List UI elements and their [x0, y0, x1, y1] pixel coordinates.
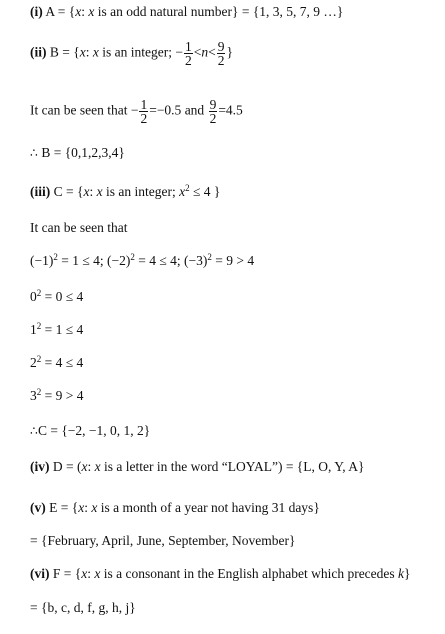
colon: :	[85, 44, 90, 60]
variable: x	[94, 566, 101, 581]
set-description: is a month of a year not having 31 days}	[100, 500, 320, 515]
minus-sign: −	[130, 102, 139, 118]
colon: :	[84, 500, 88, 515]
less-than: <	[208, 44, 216, 60]
fraction	[139, 98, 148, 125]
part-label: (iv)	[30, 459, 50, 474]
variable: x	[79, 44, 86, 60]
base: 0	[30, 289, 37, 304]
line-square-3	[30, 388, 83, 404]
fraction-denominator: 2	[209, 111, 217, 126]
expr: (−1)	[30, 253, 54, 268]
result-text: = {February, April, June, September, November}	[30, 533, 296, 548]
exponent: 2	[36, 387, 42, 397]
closing-brace: }	[226, 44, 233, 60]
set-lhs: F = {	[52, 566, 82, 581]
inequality: ≤ 4 }	[192, 184, 221, 199]
variable: x	[81, 459, 88, 474]
part-label: (iii)	[30, 184, 51, 199]
fraction-denominator: 2	[140, 111, 148, 126]
set-description: is an odd natural number} = {1, 3, 5, 7, 9 …}	[97, 4, 344, 19]
colon: :	[87, 459, 92, 474]
part-label: (ii)	[30, 44, 47, 60]
line-part-iii	[30, 184, 220, 200]
equation: =4.5	[218, 102, 243, 118]
line-square-1	[30, 322, 83, 338]
expr: = 4 ≤ 4	[41, 355, 84, 370]
line-part-vi	[30, 566, 411, 582]
expr: = 9 > 4	[41, 388, 84, 403]
line-result-c	[30, 423, 150, 439]
line-square-2	[30, 355, 83, 371]
exponent: 2	[207, 252, 212, 262]
lead-text: It can be seen that	[30, 220, 128, 235]
set-description: is an integer;	[102, 44, 172, 60]
variable: x	[91, 500, 98, 515]
conjunction: and	[184, 102, 205, 118]
base: 3	[30, 388, 37, 403]
line-part-ii	[30, 40, 233, 67]
expr: = 9 > 4	[211, 253, 255, 268]
fraction	[184, 40, 193, 67]
colon: :	[87, 566, 91, 581]
expr: = 1 ≤ 4	[41, 322, 84, 337]
line-result-e	[30, 533, 295, 549]
result-text: = {b, c, d, f, g, h, j}	[30, 600, 136, 615]
exponent: 2	[185, 183, 190, 193]
set-description: is a consonant in the English alphabet which precedes	[103, 566, 395, 581]
line-square-0	[30, 289, 83, 305]
base: 2	[30, 355, 37, 370]
exponent: 2	[53, 252, 58, 262]
line-result-b	[30, 145, 125, 161]
line-part-i	[30, 4, 343, 20]
line-squares-negative	[30, 253, 254, 269]
set-lhs: E = {	[49, 500, 79, 515]
fraction-numerator: 9	[209, 97, 217, 112]
set-lhs: B = {	[49, 44, 80, 60]
variable: x	[81, 566, 88, 581]
variable: x	[96, 184, 103, 199]
exponent: 2	[36, 288, 42, 298]
line-result-f	[30, 600, 136, 616]
lead-text: It can be seen that	[30, 102, 128, 118]
variable: x	[88, 4, 95, 19]
variable-n: n	[201, 44, 209, 60]
result-text: C = {−2, −1, 0, 1, 2}	[37, 423, 151, 438]
result-text: B = {0,1,2,3,4}	[41, 145, 125, 160]
equation: =−0.5	[149, 102, 182, 118]
fraction-denominator: 2	[217, 53, 225, 68]
line-observation-2	[30, 220, 127, 236]
line-part-iv	[30, 459, 365, 475]
part-label: (i)	[30, 4, 43, 19]
variable-k: k	[398, 566, 405, 581]
fraction	[217, 40, 226, 67]
variable: x	[179, 184, 186, 199]
therefore-symbol: ∴	[30, 145, 38, 160]
expr: = 1 ≤ 4; (−2)	[57, 253, 131, 268]
line-part-v	[30, 500, 320, 516]
expr: = 4 ≤ 4; (−3)	[134, 253, 208, 268]
colon: :	[89, 184, 94, 199]
fraction-numerator: 9	[217, 39, 225, 54]
variable: x	[78, 500, 85, 515]
set-lhs: C = {	[53, 184, 84, 199]
line-observation-1	[30, 98, 243, 125]
minus-sign: −	[175, 44, 183, 60]
fraction-numerator: 1	[140, 97, 148, 112]
set-lhs: D = (	[52, 459, 82, 474]
variable: x	[94, 459, 101, 474]
exponent: 2	[36, 354, 42, 364]
variable: x	[83, 184, 90, 199]
exponent: 2	[130, 252, 135, 262]
base: 1	[30, 322, 37, 337]
colon: :	[81, 4, 86, 19]
set-description: is a letter in the word “LOYAL”) = {L, O, Y, A}	[104, 459, 365, 474]
fraction	[209, 98, 218, 125]
set-lhs: A = {	[45, 4, 76, 19]
variable: x	[75, 4, 82, 19]
exponent: 2	[36, 321, 42, 331]
fraction-numerator: 1	[184, 39, 192, 54]
fraction-denominator: 2	[184, 53, 192, 68]
set-description: is an integer;	[106, 184, 176, 199]
expr: = 0 ≤ 4	[41, 289, 84, 304]
closing-brace: }	[404, 566, 411, 581]
part-label: (vi)	[30, 566, 50, 581]
variable: x	[92, 44, 99, 60]
therefore-symbol: ∴	[30, 423, 38, 438]
part-label: (v)	[30, 500, 46, 515]
less-than: <	[193, 44, 202, 60]
